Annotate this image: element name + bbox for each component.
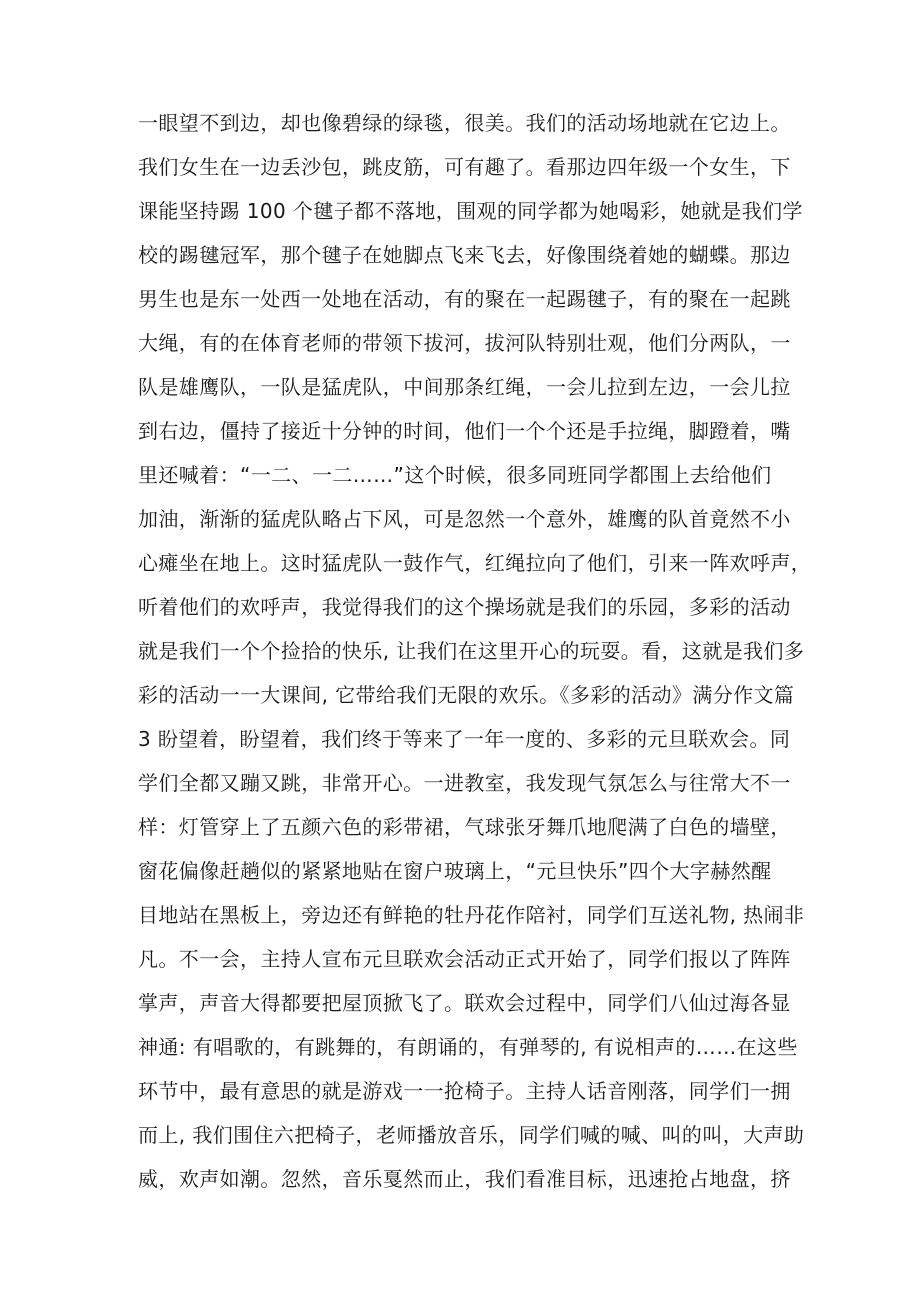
text-line-21: 掌声，声音大得都要把屋顶掀飞了。联欢会过程中，同学们八仙过海各显 bbox=[138, 991, 791, 1015]
body-text bbox=[138, 101, 812, 1201]
text-line-20: 凡。不一会，主持人宣布元旦联欢会活动正式开始了，同学们报以了阵阵 bbox=[138, 947, 791, 971]
text-line-17: 样：灯管穿上了五颜六色的彩带裙，气球张牙舞爪地爬满了白色的墙壁， bbox=[138, 815, 791, 839]
text-line-16: 学们全都又蹦又跳，非常开心。一进教室，我发现气氛怎么与往常大不一 bbox=[138, 771, 791, 795]
text-line-24: 而上, 我们围住六把椅子，老师播放音乐，同学们喊的喊、叫的叫，大声助 bbox=[138, 1123, 805, 1147]
text-line-3: 课能坚持踢 100 个毽子都不落地，围观的同学都为她喝彩，她就是我们学 bbox=[138, 199, 803, 223]
text-line-8: 到右边，僵持了接近十分钟的时间，他们一个个还是手拉绳，脚蹬着，嘴 bbox=[138, 419, 791, 443]
text-line-12: 听着他们的欢呼声，我觉得我们的这个操场就是我们的乐园，多彩的活动 bbox=[138, 595, 791, 619]
text-line-5: 男生也是东一处西一处地在活动，有的聚在一起踢毽子，有的聚在一起跳 bbox=[138, 287, 791, 311]
text-line-6: 大绳，有的在体育老师的带领下拔河，拔河队特别壮观，他们分两队，一 bbox=[138, 331, 791, 355]
text-line-2: 我们女生在一边丢沙包，跳皮筋，可有趣了。看那边四年级一个女生，下 bbox=[138, 155, 791, 179]
text-line-13: 就是我们一个个捡拾的快乐, 让我们在这里开心的玩耍。看，这就是我们多 bbox=[138, 639, 805, 663]
text-line-14: 彩的活动一一大课间, 它带给我们无限的欢乐。《多彩的活动》满分作文篇 bbox=[138, 683, 795, 707]
text-line-4: 校的踢毽冠军，那个毽子在她脚点飞来飞去，好像围绕着她的蝴蝶。那边 bbox=[138, 243, 791, 267]
text-line-9: 里还喊着：“一二、一二……”这个时候，很多同班同学都围上去给他们 bbox=[138, 463, 772, 487]
text-line-15: 3 盼望着，盼望着，我们终于等来了一年一度的、多彩的元旦联欢会。同 bbox=[138, 727, 791, 751]
text-line-10: 加油，渐渐的猛虎队略占下风，可是忽然一个意外，雄鹰的队首竟然不小 bbox=[138, 507, 791, 531]
text-line-18: 窗花偏像赶趟似的紧紧地贴在窗户玻璃上，“元旦快乐”四个大字赫然醒 bbox=[138, 859, 772, 883]
text-line-11: 心瘫坐在地上。这时猛虎队一鼓作气，红绳拉向了他们，引来一阵欢呼声， bbox=[138, 551, 812, 575]
text-line-19: 目地站在黑板上，旁边还有鲜艳的牡丹花作陪衬，同学们互送礼物, 热闹非 bbox=[138, 903, 805, 927]
text-line-1: 一眼望不到边，却也像碧绿的绿毯，很美。我们的活动场地就在它边上。 bbox=[138, 111, 791, 135]
text-line-22: 神通: 有唱歌的，有跳舞的，有朗诵的，有弹琴的, 有说相声的……在这些 bbox=[138, 1035, 798, 1059]
text-line-7: 队是雄鹰队，一队是猛虎队，中间那条红绳，一会儿拉到左边，一会儿拉 bbox=[138, 375, 791, 399]
text-line-25: 威，欢声如潮。忽然，音乐戛然而止，我们看准目标，迅速抢占地盘，挤 bbox=[138, 1167, 791, 1191]
text-line-23: 环节中，最有意思的就是游戏一一抢椅子。主持人话音刚落，同学们一拥 bbox=[138, 1079, 791, 1103]
